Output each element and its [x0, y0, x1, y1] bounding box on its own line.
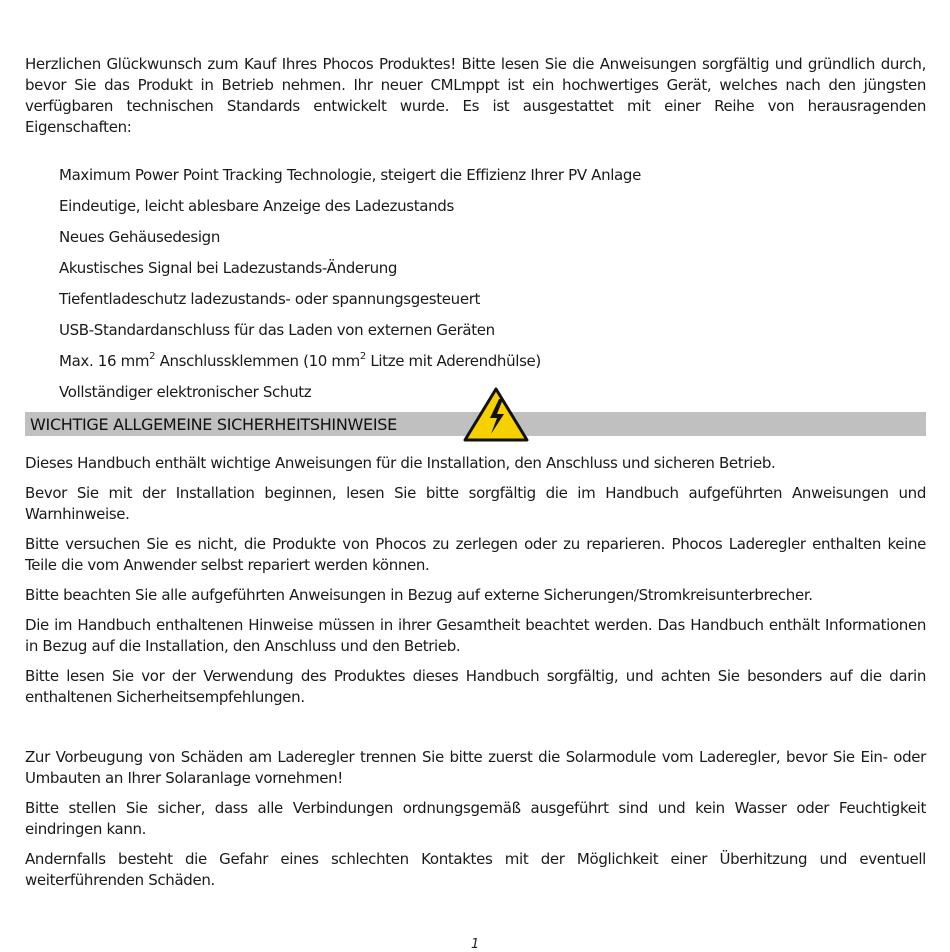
feature-item: Eindeutige, leicht ablesbare Anzeige des Ladezustands: [59, 197, 454, 215]
damage-paragraph: Zur Vorbeugung von Schäden am Laderegler trennen Sie bitte zuerst die Solarmodule vom Laderegler, bevor Sie Ein- oder Umbauten an Ihrer Solaranlage vornehmen!: [25, 748, 926, 787]
feature-list: [25, 165, 926, 403]
safety-paragraph: Die im Handbuch enthaltenen Hinweise müssen in ihrer Gesamtheit beachtet werden. Das Handbuch enthält Informationen in Bezug auf die Installation, den Anschluss und den Betrieb.: [25, 616, 926, 655]
terminal-text-1: Max. 16 mm: [59, 352, 150, 370]
feature-item: Tiefentladeschutz ladezustands- oder spannungsgesteuert: [59, 290, 481, 308]
safety-paragraph: Bitte beachten Sie alle aufgeführten Anweisungen in Bezug auf externe Sicherungen/Stromkreisunterbrecher.: [25, 586, 813, 604]
feature-item-terminals: [59, 351, 926, 372]
damage-paragraph: Bitte stellen Sie sicher, dass alle Verbindungen ordnungsgemäß ausgeführt sind und kein Wasser oder Feuchtigkeit eindringen kann.: [25, 799, 926, 838]
safety-paragraph: Bitte versuchen Sie es nicht, die Produkte von Phocos zu zerlegen oder zu reparieren. Phocos Laderegler enthalten keine Teile die vom Anwender selbst repariert werden können.: [25, 535, 926, 574]
page-number: 1: [471, 937, 480, 952]
feature-item: USB-Standardanschluss für das Laden von externen Geräten: [59, 321, 495, 339]
feature-item: Maximum Power Point Tracking Technologie, steigert die Effizienz Ihrer PV Anlage: [59, 166, 641, 184]
paragraph-spacer: [25, 717, 926, 747]
superscript-2: 2: [149, 351, 156, 362]
intro-paragraph: Herzlichen Glückwunsch zum Kauf Ihres Phocos Produktes! Bitte lesen Sie die Anweisungen sorgfältig und gründlich durch, bevor Sie das Produkt in Betrieb nehmen. Ihr neuer CMLmppt ist ein hochwertiges Gerät, welches nach den jüngsten verfügbaren technischen Standards entwickelt wurde. Es ist ausgestattet mit einer Reihe von herausragenden Eigenschaften:: [25, 55, 926, 136]
feature-item: Akustisches Signal bei Ladezustands-Änderung: [59, 259, 398, 277]
feature-item: Neues Gehäusedesign: [59, 228, 220, 246]
safety-paragraph: Dieses Handbuch enthält wichtige Anweisungen für die Installation, den Anschluss und sicheren Betrieb.: [25, 454, 776, 472]
high-voltage-warning-icon: [463, 387, 529, 443]
safety-paragraph: Bevor Sie mit der Installation beginnen, lesen Sie bitte sorgfältig die im Handbuch aufgeführten Anweisungen und Warnhinweise.: [25, 484, 926, 523]
terminal-text-3: Litze mit Aderendhülse): [365, 352, 541, 370]
safety-paragraph: Bitte lesen Sie vor der Verwendung des Produktes dieses Handbuch sorgfältig, und achten Sie besonders auf die darin enthaltenen Sicherheitsempfehlungen.: [25, 667, 926, 706]
section-header-bar: [25, 412, 926, 436]
feature-item: Vollständiger elektronischer Schutz: [59, 383, 312, 401]
section-title: WICHTIGE ALLGEMEINE SICHERHEITSHINWEISE: [30, 415, 397, 434]
superscript-2: 2: [359, 351, 366, 362]
damage-paragraph: Andernfalls besteht die Gefahr eines schlechten Kontaktes mit der Möglichkeit einer Überhitzung und eventuell weiterführenden Schäden.: [25, 850, 926, 889]
terminal-text-2: Anschlussklemmen (10 mm: [155, 352, 360, 370]
document-page: [25, 54, 926, 900]
